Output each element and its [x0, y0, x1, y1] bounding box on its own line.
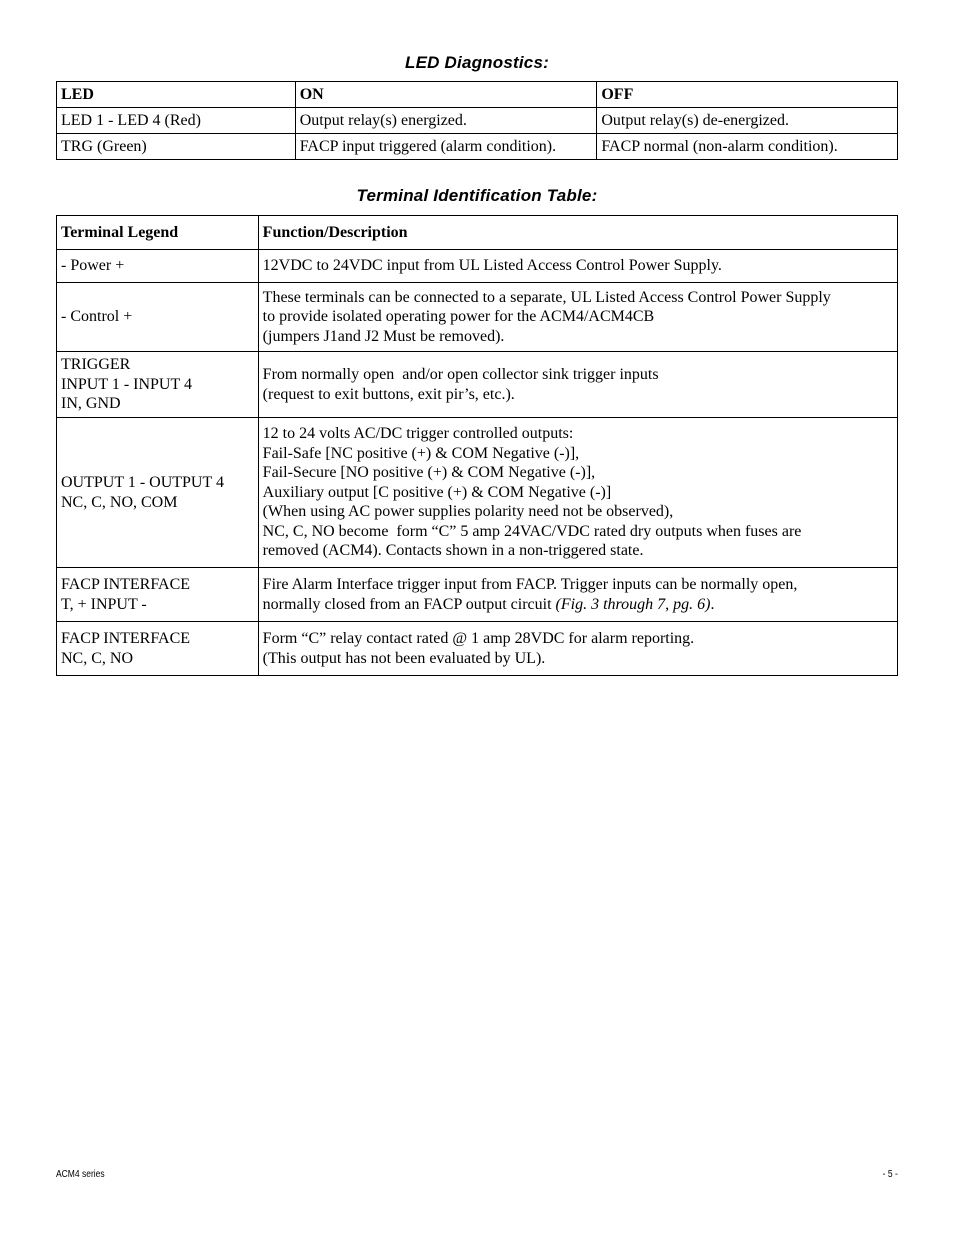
table-row	[57, 283, 898, 352]
legend-line: TRIGGER	[61, 356, 131, 374]
description-line: to provide isolated operating power for the ACM4/ACM4CB	[262, 308, 655, 326]
function-description-cell	[258, 352, 897, 418]
terminal-legend-cell	[57, 250, 259, 283]
description-line: Fail-Safe [NC positive (+) & COM Negative (-)],	[262, 444, 580, 462]
description-line: (When using AC power supplies polarity need not be observed),	[262, 503, 674, 521]
table-cell: Output relay(s) de-energized.	[597, 108, 898, 134]
legend-line: IN, GND	[61, 395, 121, 413]
column-header-terminal-legend: Terminal Legend	[57, 216, 259, 250]
led-diagnostics-table	[56, 81, 898, 160]
function-description-cell	[258, 418, 897, 568]
function-description-cell	[258, 250, 897, 283]
footer-product-name: ACM4 series	[56, 1169, 105, 1180]
table-cell: Output relay(s) energized.	[295, 108, 597, 134]
description-line: Fire Alarm Interface trigger input from FACP. Trigger inputs can be normally open,	[262, 576, 798, 593]
function-description-cell	[258, 283, 897, 352]
footer-page-number: - 5 -	[882, 1169, 898, 1180]
column-header-function-description: Function/Description	[258, 216, 897, 250]
table-row	[57, 134, 898, 160]
table-header-row	[57, 216, 898, 250]
description-line: (This output has not been evaluated by UL).	[262, 649, 546, 667]
terminal-legend-cell	[57, 568, 259, 622]
table-row	[57, 568, 898, 622]
description-line: 12VDC to 24VDC input from UL Listed Access Control Power Supply.	[262, 257, 722, 275]
legend-line: OUTPUT 1 - OUTPUT 4	[61, 474, 224, 491]
table-cell: LED 1 - LED 4 (Red)	[57, 108, 296, 134]
table-row	[57, 108, 898, 134]
description-line: Auxiliary output [C positive (+) & COM Negative (-)]	[262, 483, 612, 501]
legend-line: - Power +	[61, 257, 125, 275]
table-row	[57, 352, 898, 418]
description-line: removed (ACM4). Contacts shown in a non-triggered state.	[262, 542, 644, 560]
table-row	[57, 622, 898, 676]
terminal-identification-table	[56, 215, 898, 676]
terminal-legend-cell	[57, 283, 259, 352]
terminal-legend-cell	[57, 418, 259, 568]
description-line: These terminals can be connected to a separate, UL Listed Access Control Power Supply	[262, 288, 831, 306]
legend-line: FACP INTERFACE	[61, 630, 191, 647]
table-row	[57, 418, 898, 568]
table-cell: TRG (Green)	[57, 134, 296, 160]
legend-line: NC, C, NO	[61, 649, 134, 667]
table-cell: FACP input triggered (alarm condition).	[295, 134, 597, 160]
description-line: NC, C, NO become form “C” 5 amp 24VAC/VDC rated dry outputs when fuses are	[262, 522, 802, 540]
description-line: 12 to 24 volts AC/DC trigger controlled outputs:	[262, 425, 574, 443]
table-row	[57, 250, 898, 283]
figure-reference: (Fig. 3 through 7, pg. 6)	[555, 595, 711, 613]
table-header-row	[57, 82, 898, 108]
description-text: normally closed from an FACP output circuit	[262, 595, 552, 613]
column-header-led: LED	[57, 82, 296, 108]
led-diagnostics-title: LED Diagnostics:	[405, 53, 549, 72]
legend-line: T, + INPUT -	[61, 595, 147, 613]
function-description-cell	[258, 568, 897, 622]
description-text: .	[710, 595, 715, 613]
terminal-legend-cell	[57, 352, 259, 418]
legend-line: - Control +	[61, 308, 133, 326]
description-line: From normally open and/or open collector sink trigger inputs	[262, 366, 659, 383]
legend-line: INPUT 1 - INPUT 4	[61, 375, 192, 393]
description-line: (jumpers J1and J2 Must be removed).	[262, 327, 505, 345]
description-line	[263, 595, 893, 615]
description-line: Fail-Secure [NO positive (+) & COM Negative (-)],	[262, 464, 596, 482]
legend-line: NC, C, NO, COM	[61, 493, 178, 511]
description-line: Form “C” relay contact rated @ 1 amp 28VDC for alarm reporting.	[262, 630, 695, 647]
function-description-cell	[258, 622, 897, 676]
legend-line: FACP INTERFACE	[61, 576, 191, 593]
terminal-identification-title: Terminal Identification Table:	[356, 186, 598, 205]
column-header-off: OFF	[597, 82, 898, 108]
column-header-on: ON	[295, 82, 597, 108]
table-cell: FACP normal (non-alarm condition).	[597, 134, 898, 160]
terminal-legend-cell	[57, 622, 259, 676]
description-line: (request to exit buttons, exit pir’s, etc.).	[262, 385, 515, 403]
